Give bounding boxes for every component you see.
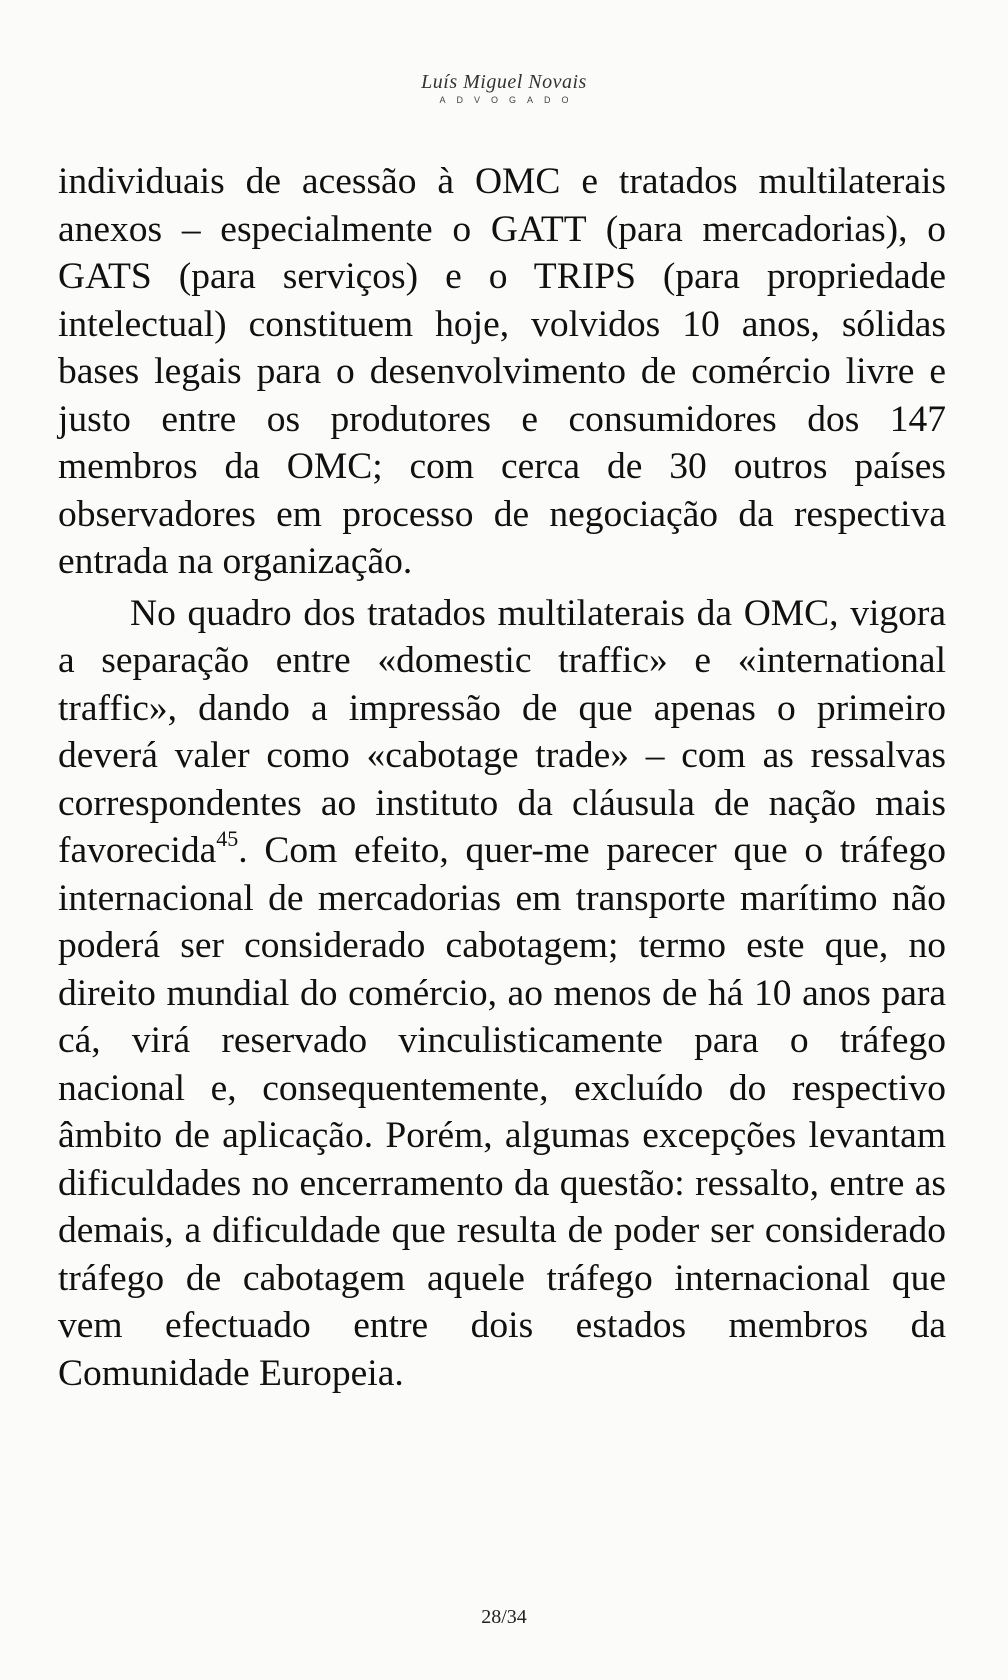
author-role: ADVOGADO	[439, 95, 580, 105]
paragraph-2	[58, 590, 946, 1398]
letterhead	[0, 70, 1008, 106]
document-body	[58, 158, 946, 1397]
page-number: 28/34	[481, 1606, 527, 1628]
paragraph-2-text-before-note: No quadro dos tratados multilaterais da OMC, vigora a separação entre «domestic traffic» e «international traffic», dando a impressão de que apenas o primeiro deverá valer como «cabotage trade» – com as ressalvas correspondentes ao instituto da cláusula de nação mais favorecida	[58, 592, 946, 871]
paragraph-2-text-after-note: . Com efeito, quer-me parecer que o tráfego internacional de mercadorias em transporte marítimo não poderá ser considerado cabotagem; termo este que, no direito mundial do comércio, ao menos de há 10 anos para cá, virá reservado vinculisticamente para o tráfego nacional e, consequentemente, excluído do respectivo âmbito de aplicação. Porém, algumas excepções levantam dificuldades no encerramento da questão: ressalto, entre as demais, a dificuldade que resulta de poder ser considerado tráfego de cabotagem aquele tráfego internacional que vem efectuado entre dois estados membros da Comunidade Europeia.	[58, 830, 946, 1394]
author-name: Luís Miguel Novais	[421, 71, 587, 93]
footnote-reference[interactable]: 45	[216, 825, 239, 851]
paragraph-1: individuais de acessão à OMC e tratados multilaterais anexos – especialmente o GATT (para mercadorias), o GATS (para serviços) e o TRIPS (para propriedade intelectual) constituem hoje, volvidos 10 anos, sólidas bases legais para o desenvolvimento de comércio livre e justo entre os produtores e consumidores dos 147 membros da OMC; com cerca de 30 outros países observadores em processo de negociação da respectiva entrada na organização.	[58, 161, 946, 582]
